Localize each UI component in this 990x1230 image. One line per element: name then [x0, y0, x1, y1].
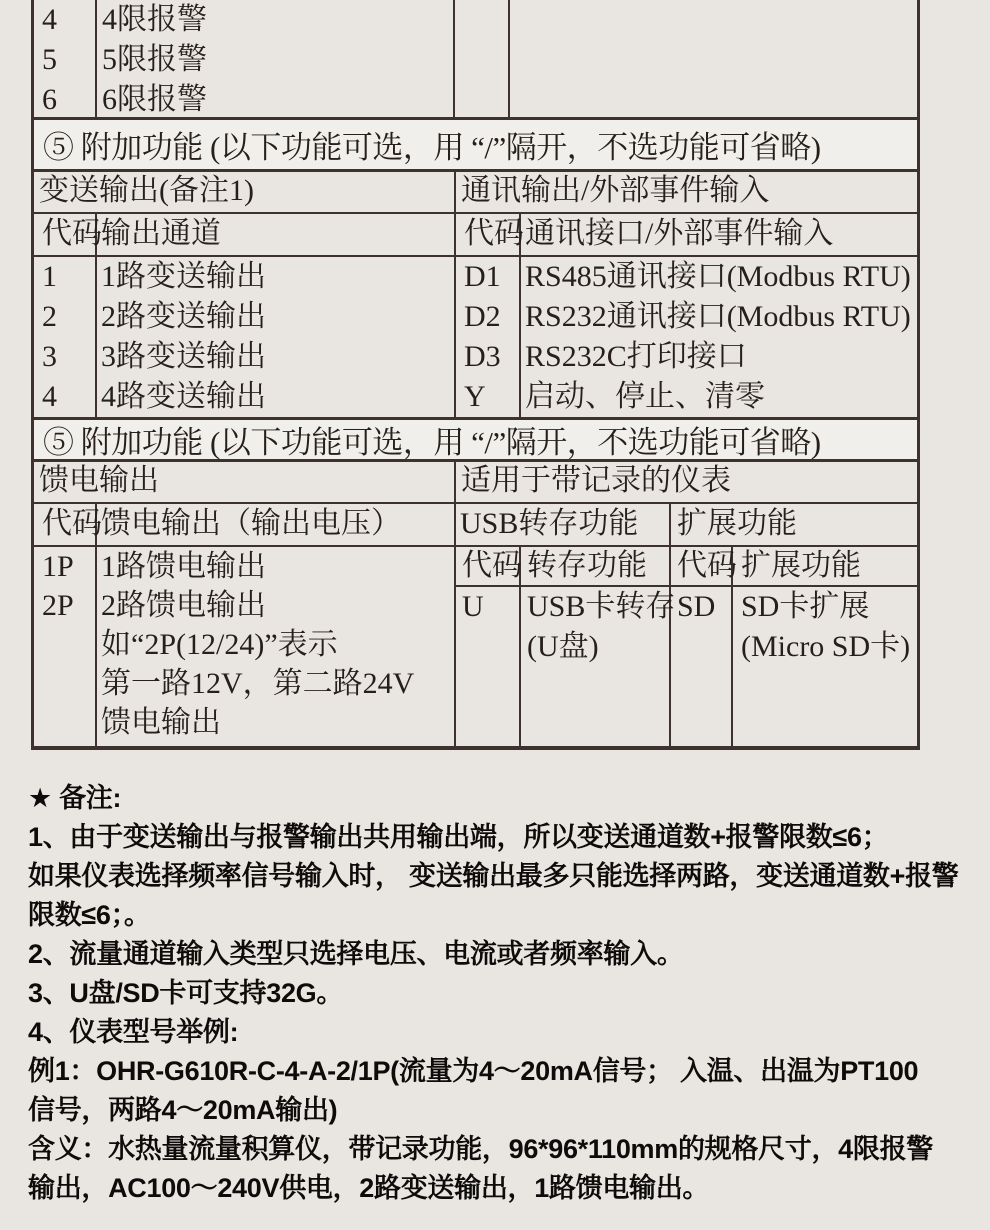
alarm-label: 5限报警	[102, 43, 207, 76]
transmit-code: 4	[42, 380, 57, 413]
feed-subheader	[34, 504, 454, 547]
comm-code: D2	[464, 300, 501, 333]
feed-line: 第一路12V，第二路24V	[101, 667, 415, 700]
feed-record-table	[31, 462, 920, 750]
feed-code: 1P	[42, 550, 74, 583]
transmit-code: 1	[42, 260, 57, 293]
transmit-labels	[97, 257, 454, 417]
feed-line: 1路馈电输出	[101, 550, 266, 583]
comm-labels	[521, 257, 917, 417]
alarm-label: 6限报警	[102, 83, 207, 116]
comm-code: Y	[464, 380, 486, 413]
transmit-comm-table	[31, 172, 920, 420]
feed-line: 如“2P(12/24)”表示	[101, 628, 338, 661]
remark-line: 含义：水热量流量积算仪，带记录功能，96*96*110mm的规格尺寸，4限报警	[28, 1134, 933, 1164]
transmit-channel-header: 输出通道	[101, 217, 221, 250]
transmit-label: 2路变送输出	[101, 300, 266, 333]
comm-code-header: 代码	[456, 214, 521, 255]
comm-label: 启动、停止、清零	[525, 380, 765, 413]
usb-func-line: USB卡转存	[527, 590, 676, 623]
remark-line: 3、U盘/SD卡可支持32G。	[28, 978, 344, 1008]
comm-label: RS232通讯接口(Modbus RTU)	[525, 300, 911, 333]
ext-func-line: (Micro SD卡)	[741, 630, 911, 663]
transmit-code: 2	[42, 300, 57, 333]
transmit-label: 1路变送输出	[101, 260, 266, 293]
record-colheads	[456, 547, 917, 587]
record-title: 适用于带记录的仪表	[456, 462, 917, 504]
remark-line: 2、流量通道输入类型只选择电压、电流或者频率输入。	[28, 939, 684, 969]
comm-code: D3	[464, 340, 501, 373]
section5-header-1: ⑤ 附加功能 (以下功能可选，用 “/”隔开，不选功能可省略)	[31, 120, 920, 172]
feed-codes	[34, 547, 97, 746]
comm-interface-header: 通讯接口/外部事件输入	[525, 217, 834, 250]
ext-func-header: 扩展功能	[741, 549, 861, 582]
ext-code-cell	[671, 587, 733, 746]
ext-code: SD	[677, 590, 716, 623]
usb-header: USB转存功能	[456, 504, 671, 545]
feed-lines	[97, 547, 454, 746]
remark-line: 4、仪表型号举例:	[28, 1017, 239, 1047]
comm-code: D1	[464, 260, 501, 293]
feed-title: 馈电输出	[34, 462, 454, 504]
transmit-code: 3	[42, 340, 57, 373]
remarks-block	[28, 779, 973, 1208]
usb-func-line: (U盘)	[527, 630, 599, 663]
alarm-output-table	[31, 0, 920, 120]
feed-line: 馈电输出	[101, 706, 221, 739]
transmit-title: 变送输出(备注1)	[34, 172, 454, 214]
usb-code-cell	[456, 587, 521, 746]
transmit-data	[34, 257, 454, 417]
remark-line: 输出，AC100～240V供电，2路变送输出，1路馈电输出。	[28, 1173, 710, 1203]
usb-code-header: 代码	[456, 547, 521, 585]
usb-func-header: 转存功能	[521, 547, 671, 585]
transmit-subheader	[34, 214, 454, 257]
transmit-half	[34, 172, 456, 417]
alarm-code-column	[34, 0, 97, 117]
alarm-label-column	[97, 0, 455, 117]
transmit-code-header: 代码	[34, 214, 97, 255]
comm-label: RS232C打印接口	[525, 340, 747, 373]
record-subheader	[456, 504, 917, 547]
comm-data	[456, 257, 917, 417]
comm-half	[456, 172, 917, 417]
remark-line: 例1：OHR-G610R-C-4-A-2/1P(流量为4～20mA信号； 入温、出温为PT100	[28, 1056, 919, 1086]
ext-header: 扩展功能	[677, 507, 797, 540]
ext-code-header: 代码	[671, 547, 733, 585]
alarm-code: 5	[42, 43, 57, 76]
alarm-label: 4限报警	[102, 3, 207, 36]
usb-func-cell	[521, 587, 676, 746]
remark-line: 如果仪表选择频率信号输入时， 变送输出最多只能选择两路，变送通道数+报警	[28, 861, 959, 891]
remarks-title: ★ 备注:	[28, 783, 122, 813]
transmit-label: 4路变送输出	[101, 380, 266, 413]
transmit-label: 3路变送输出	[101, 340, 266, 373]
comm-subheader	[456, 214, 917, 257]
record-data	[456, 587, 917, 746]
empty-label-column	[510, 0, 917, 117]
comm-label: RS485通讯接口(Modbus RTU)	[525, 260, 911, 293]
remark-line: 信号，两路4～20mA输出)	[28, 1095, 338, 1125]
alarm-code: 6	[42, 83, 57, 116]
comm-codes	[456, 257, 521, 417]
remark-line: 1、由于变送输出与报警输出共用输出端，所以变送通道数+报警限数≤6；	[28, 822, 889, 852]
ext-func-line: SD卡扩展	[741, 590, 870, 623]
feed-data	[34, 547, 454, 746]
comm-title: 通讯输出/外部事件输入	[456, 172, 917, 214]
ext-func-cell	[733, 587, 917, 746]
transmit-codes	[34, 257, 97, 417]
feed-output-header: 馈电输出（输出电压）	[101, 507, 401, 540]
section5-header-2: ⑤ 附加功能 (以下功能可选，用 “/”隔开，不选功能可省略)	[31, 420, 920, 462]
record-half	[456, 462, 917, 746]
feed-line: 2路馈电输出	[101, 589, 266, 622]
feed-half	[34, 462, 456, 746]
remark-line: 限数≤6；。	[28, 900, 151, 930]
usb-code: U	[462, 590, 484, 623]
feed-code: 2P	[42, 589, 74, 622]
feed-code-header: 代码	[34, 504, 97, 545]
alarm-code: 4	[42, 3, 57, 36]
empty-code-column	[455, 0, 510, 117]
